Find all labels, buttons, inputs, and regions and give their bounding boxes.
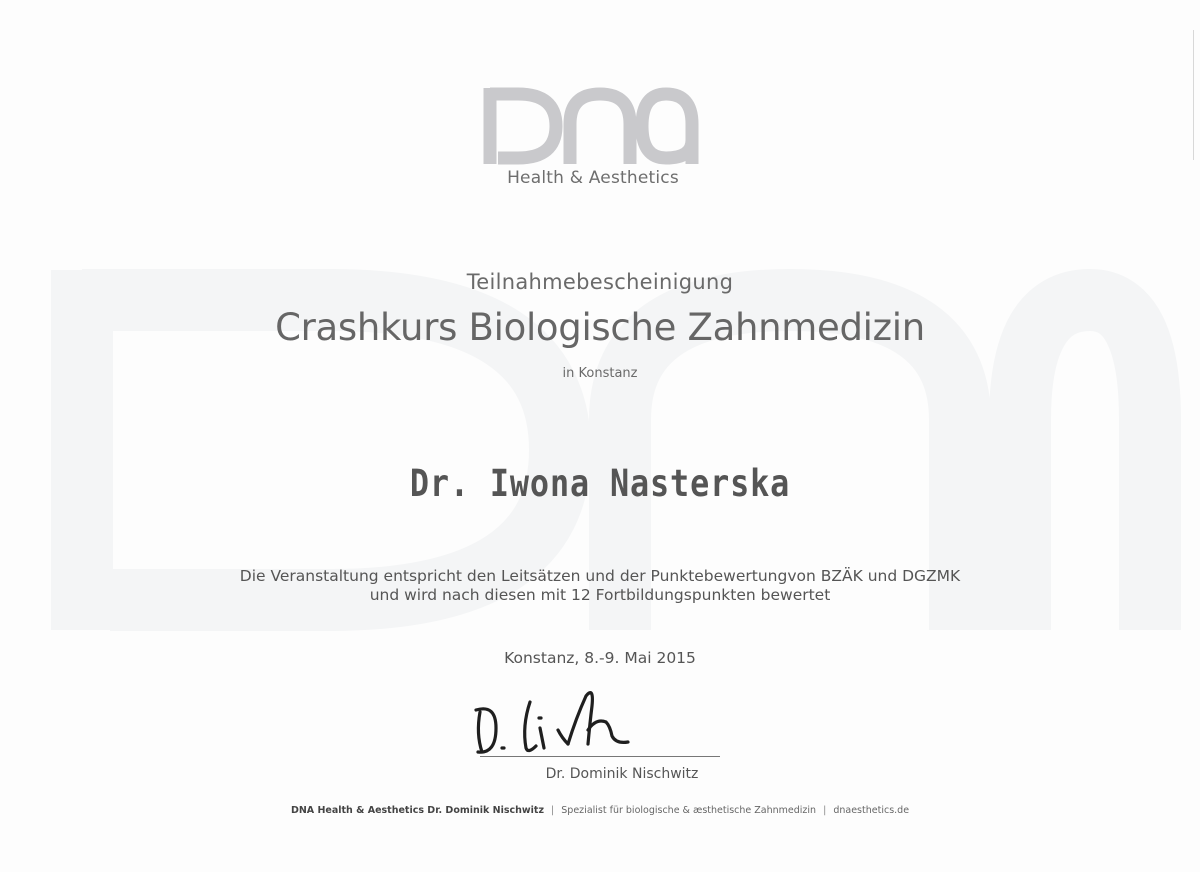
certificate-type: Teilnahmebescheinigung [466,270,734,294]
handwritten-signature [466,682,666,760]
logo-tagline: Health & Aesthetics [507,168,679,188]
participant-name: Dr. Iwona Nasterska [409,462,791,505]
description-line-1: Die Veranstaltung entspricht den Leitsätzen und der Punktebewertungvon BZÄK und DGZMK [239,567,961,585]
description-line-2: und wird nach diesen mit 12 Fortbildungspunkten bewertet [369,586,831,604]
footer-separator: | [823,805,827,816]
footer [0,805,1200,816]
footer-separator: | [551,805,555,816]
footer-website: dnaesthetics.de [833,805,910,816]
signer-name: Dr. Dominik Nischwitz [545,766,699,782]
scan-edge-line [1193,30,1194,160]
course-title: Crashkurs Biologische Zahnmedizin [275,306,925,349]
certificate-description [0,567,1200,605]
course-location: in Konstanz [562,366,638,381]
footer-specialty: Spezialist für biologische & æsthetische Zahnmedizin [561,805,817,816]
signature-line [480,756,720,757]
dna-logo [478,84,708,168]
footer-company: DNA Health & Aesthetics Dr. Dominik Nischwitz [290,805,545,816]
place-and-date: Konstanz, 8.-9. Mai 2015 [504,649,696,667]
